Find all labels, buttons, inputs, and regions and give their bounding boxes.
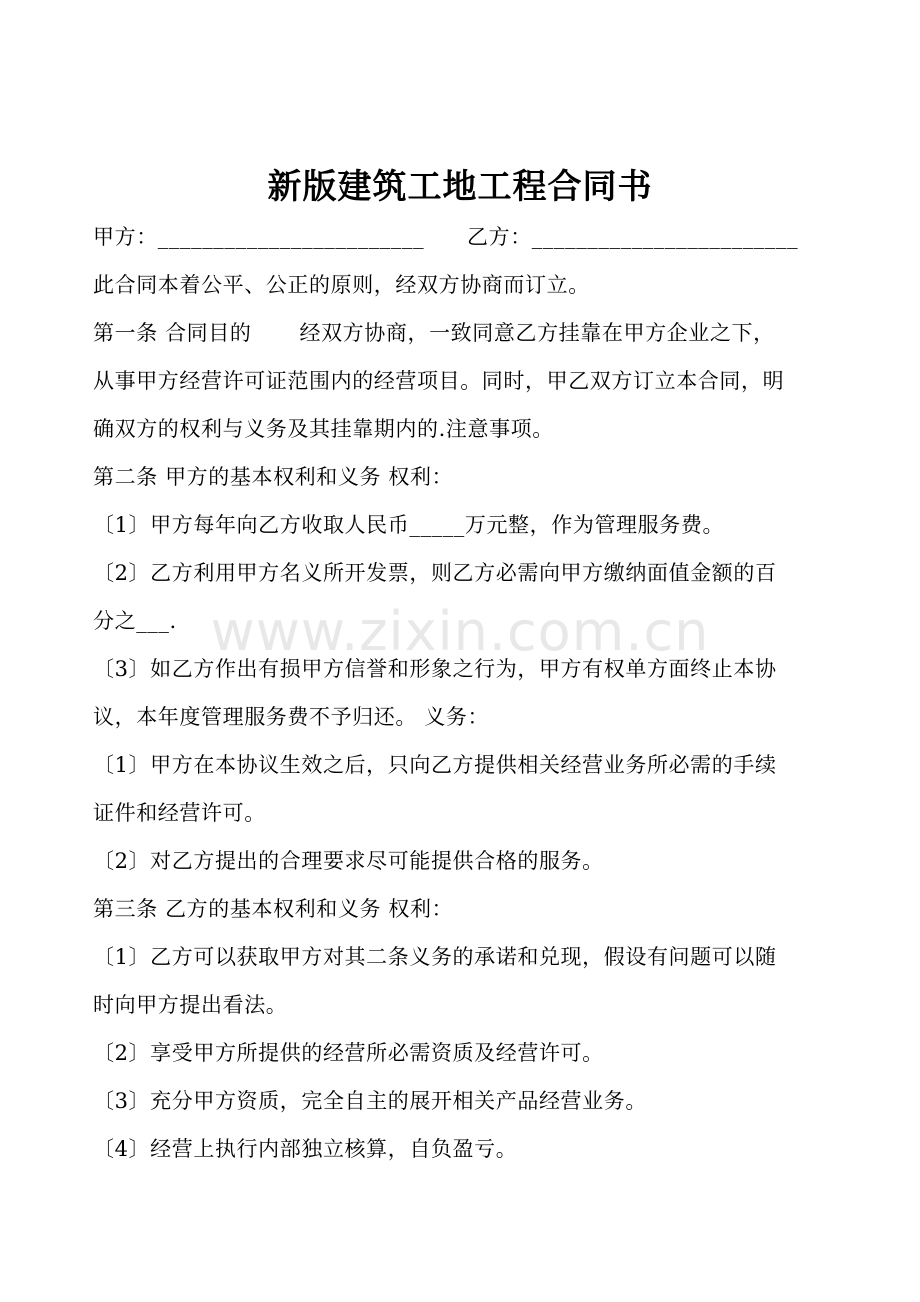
watermark: www.zixin.com.cn [210,600,710,663]
article-2-duty-2: 〔2〕对乙方提出的合理要求尽可能提供合格的服务。 [93,849,604,873]
document-title: 新版建筑工地工程合同书 [267,167,653,207]
intro-paragraph: 此合同本着公平、公正的原则，经双方协商而订立。 [93,273,590,297]
article-3-heading: 第三条 乙方的基本权利和义务 权利： [93,897,454,921]
party-b-field: 乙方：________________________ [467,225,799,249]
article-2-right-3-line-1: 〔3〕如乙方作出有损甲方信誉和形象之行为，甲方有权单方面终止本协 [93,657,777,681]
article-2-duty-1-line-1: 〔1〕甲方在本协议生效之后，只向乙方提供相关经营业务所必需的手续 [93,753,777,777]
article-1-heading: 第一条 合同目的 [93,321,252,345]
article-3-right-3: 〔3〕充分甲方资质，完全自主的展开相关产品经营业务。 [93,1089,647,1113]
article-3-right-1-line-1: 〔1〕乙方可以获取甲方对其二条义务的承诺和兑现，假设有问题可以随 [93,945,777,969]
article-3-right-1-line-2: 时向甲方提出看法。 [93,993,288,1017]
article-2-duty-1-line-2: 证件和经营许可。 [93,801,266,825]
article-3-right-2: 〔2〕享受甲方所提供的经营所必需资质及经营许可。 [93,1041,604,1065]
article-2-right-1: 〔1〕甲方每年向乙方收取人民币_____万元整，作为管理服务费。 [93,513,725,537]
article-3-right-4: 〔4〕经营上执行内部独立核算，自负盈亏。 [93,1137,518,1161]
party-a-field: 甲方：________________________ [93,225,425,249]
article-2-right-3-line-2: 议，本年度管理服务费不予归还。 义务： [93,705,490,729]
article-1-line-1 [93,318,775,348]
article-2-heading: 第二条 甲方的基本权利和义务 权利： [93,465,454,489]
article-1-text: 经双方协商，一致同意乙方挂靠在甲方企业之下， [299,321,775,345]
article-2-right-2-line-1: 〔2〕乙方利用甲方名义所开发票，则乙方必需向甲方缴纳面值金额的百 [93,561,777,585]
article-1-line-3: 确双方的权利与义务及其挂靠期内的.注意事项。 [93,417,554,441]
article-2-right-2-line-2: 分之___. [93,609,177,633]
article-1-line-2: 从事甲方经营许可证范围内的经营项目。同时，甲乙双方订立本合同，明 [93,369,785,393]
